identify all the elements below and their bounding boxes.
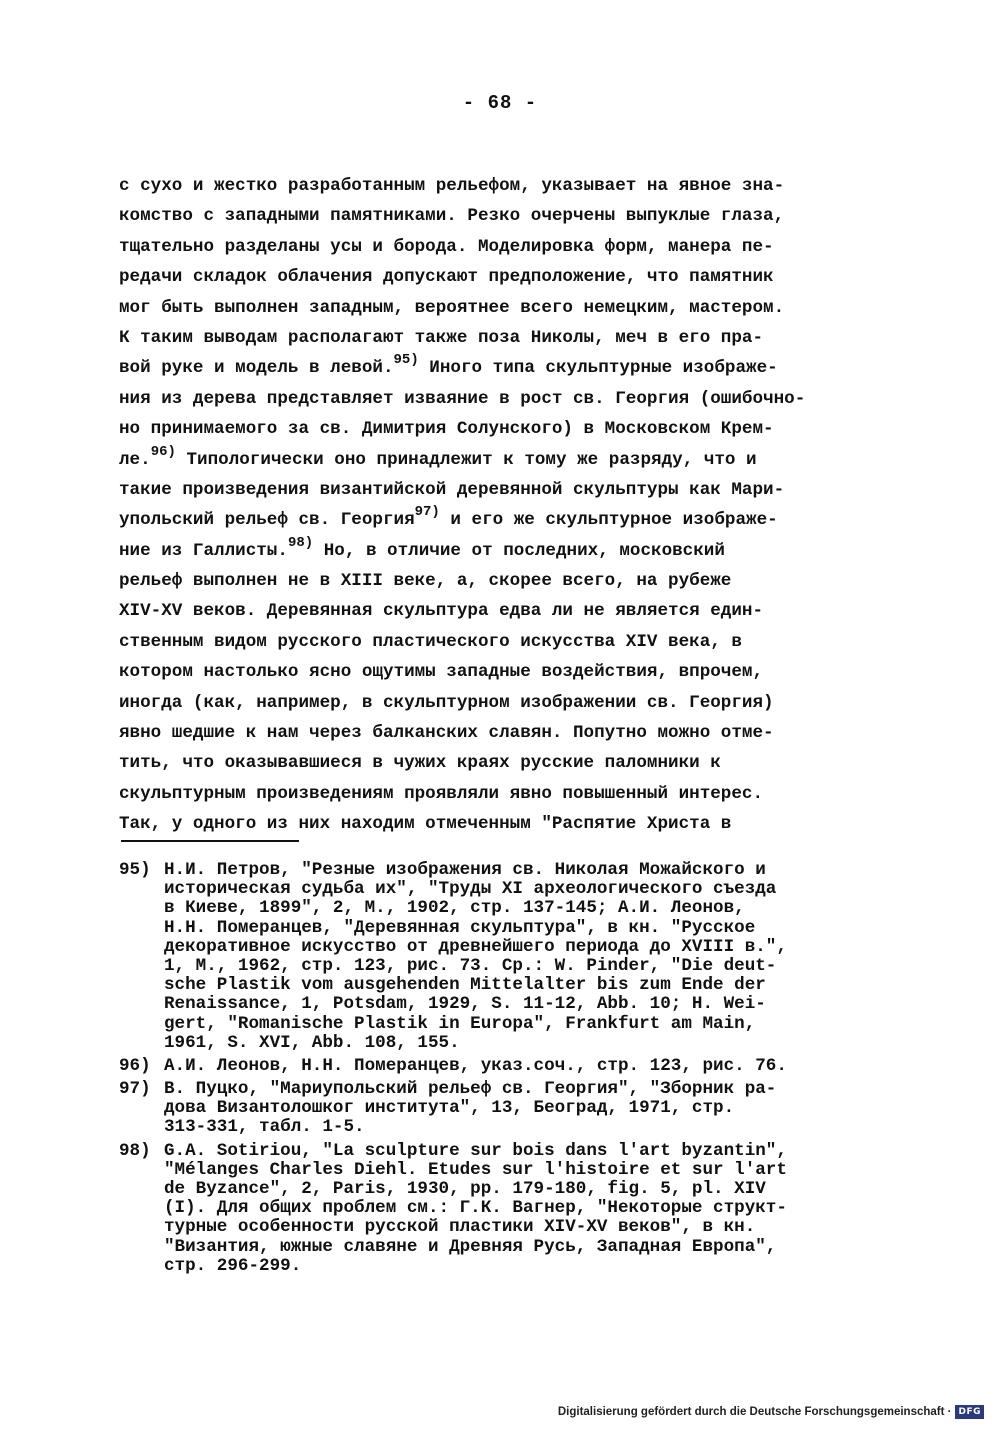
body-line: [119, 445, 859, 475]
body-line-text: скульптурным произведениям проявляли явно повышенный интерес.: [119, 783, 764, 804]
footnote: [119, 1142, 869, 1276]
digitization-credit: [558, 1405, 984, 1419]
footnote-reference: 97): [414, 504, 440, 521]
footnote-line: В. Пуцко, "Мариупольский рельеф св. Георгия", "Зборник ра-: [164, 1079, 777, 1100]
body-line-text: мог быть выполнен западным, вероятнее всего немецким, мастером.: [119, 297, 785, 318]
footnote-line: sche Plastik vom ausgehenden Mittelalter bis zum Ende der: [164, 975, 766, 996]
footnote-line: историческая судьба их", "Труды XI археологического съезда: [164, 879, 777, 900]
body-line-text: вой руке и модель в левой.: [119, 358, 394, 379]
footnote-text: [164, 1142, 869, 1276]
credit-text: Digitalisierung gefördert durch die Deutsche Forschungsgemeinschaft ·: [557, 1406, 952, 1418]
footnote-line: "Византия, южные славяне и Древняя Русь, Западная Европа",: [164, 1236, 777, 1257]
footnote-reference: 95): [393, 352, 419, 369]
footnote-text: [164, 861, 869, 1053]
body-line-text: такие произведения византийской деревянной скульптуры как Мари-: [119, 479, 785, 500]
footnote: [119, 1057, 869, 1076]
body-line-text: но принимаемого за св. Димитрия Солунского) в Московском Крем-: [119, 419, 774, 440]
body-line: [119, 323, 859, 353]
body-line-text: ние из Галлисты.: [119, 540, 288, 561]
body-line-text: ственным видом русского пластического искусства XIV века, в: [119, 631, 742, 652]
body-line-text: котором настолько ясно ощутимы западные воздействия, впрочем,: [119, 662, 764, 683]
footnote-line: Renaissance, 1, Potsdam, 1929, S. 11-12, Abb. 10; H. Wei-: [164, 994, 766, 1015]
body-line-text: с сухо и жестко разработанным рельефом, указывает на явное зна-: [119, 176, 785, 196]
body-line: [119, 779, 859, 809]
footnote-line: стр. 296-299.: [164, 1255, 302, 1276]
footnote-reference: 98): [287, 534, 314, 551]
body-line-text: упольский рельеф св. Георгия: [119, 510, 415, 531]
footnote-line: (I). Для общих проблем см.: Г.К. Вагнер, "Некоторые структ-: [164, 1198, 787, 1219]
body-line: [119, 232, 859, 262]
body-line: [119, 657, 859, 687]
page-number: - 68 -: [462, 92, 538, 114]
footnote-line: Н.И. Петров, "Резные изображения св. Николая Можайского и: [164, 860, 766, 880]
body-line: [119, 414, 859, 444]
body-line: [119, 505, 859, 535]
body-line: [119, 262, 859, 292]
footnote-line: 1961, S. XVI, Abb. 108, 155.: [164, 1032, 460, 1053]
body-line-text-continued: Иного типа скульптурные изображе-: [418, 358, 778, 379]
footnote-line: de Byzance", 2, Paris, 1930, pp. 179-180, fig. 5, pl. XIV: [164, 1179, 766, 1200]
footnote: [119, 861, 869, 1053]
footnote-line: 1, М., 1962, стр. 123, рис. 73. Ср.: W. Pinder, "Die deut-: [164, 955, 777, 976]
footnote-text: [164, 1080, 869, 1138]
body-line: [119, 353, 859, 383]
footnote-number: 98): [119, 1140, 151, 1161]
body-line: [119, 627, 859, 657]
body-line-text: ния из дерева представляет изваяние в рост св. Георгия (ошибочно-: [119, 388, 806, 409]
body-line: [119, 748, 859, 778]
footnote-line: декоративное искусство от древнейшего периода до XVIII в.",: [164, 936, 787, 957]
footnote-line: "Mélanges Charles Diehl. Etudes sur l'histoire et sur l'art: [164, 1159, 787, 1180]
footnote-number: 96): [119, 1055, 151, 1076]
body-line-text-continued: и его же скульптурное изображе-: [439, 510, 778, 531]
body-line-text: рельеф выполнен не в XIII веке, а, скорее всего, на рубеже: [119, 571, 732, 592]
body-line: [119, 566, 859, 596]
footnote-line: gert, "Romanische Plastik in Europa", Frankfurt am Main,: [164, 1013, 756, 1034]
body-line-text: ле.: [119, 449, 151, 470]
body-line-text: тщательно разделаны усы и борода. Моделировка форм, манера пе-: [119, 236, 774, 257]
footnote-line: G.A. Sotiriou, "La sculpture sur bois dans l'art byzantin",: [164, 1140, 787, 1161]
footnote-line: А.И. Леонов, Н.Н. Померанцев, указ.соч., стр. 123, рис. 76.: [164, 1055, 787, 1076]
body-line: [119, 688, 859, 718]
footnote-separator: [121, 840, 299, 842]
footnote-line: в Киеве, 1899", 2, М., 1902, стр. 137-145; А.И. Леонов,: [164, 898, 745, 919]
body-text: [119, 171, 859, 840]
body-line: [119, 536, 859, 566]
footnote-reference: 96): [150, 443, 176, 460]
body-line-text-continued: Но, в отличие от последних, московский: [313, 540, 725, 561]
footnote-number: 95): [119, 860, 151, 880]
footnote-line: Н.Н. Померанцев, "Деревянная скульптура", в кн. "Русское: [164, 917, 756, 938]
body-line-text: Так, у одного из них находим отмеченным "Распятие Христа в: [119, 814, 732, 835]
footnote-line: дова Византолошког института", 13, Београд, 1971, стр.: [164, 1098, 735, 1119]
footnote-line: 313-331, табл. 1-5.: [164, 1117, 365, 1138]
body-line: [119, 809, 859, 839]
body-line: [119, 384, 859, 414]
body-line-text: явно шедшие к нам через балканских славян. Попутно можно отме-: [119, 723, 774, 744]
footnotes: [119, 861, 869, 1276]
footnote-text: [164, 1057, 869, 1076]
body-line-text: редачи складок облачения допускают предположение, что памятник: [119, 267, 774, 288]
body-line: [119, 718, 859, 748]
body-line: [119, 596, 859, 626]
body-line: [119, 171, 859, 201]
body-line-text: К таким выводам располагают также поза Николы, меч в его пра-: [119, 327, 764, 348]
body-line: [119, 201, 859, 231]
body-line-text: комство с западными памятниками. Резко очерчены выпуклые глаза,: [119, 206, 785, 227]
footnote-number: 97): [119, 1079, 151, 1100]
footnote: [119, 1080, 869, 1138]
body-line-text-continued: Типологически оно принадлежит к тому же разряду, что и: [175, 449, 757, 470]
body-line-text: иногда (как, например, в скульптурном изображении св. Георгия): [119, 692, 774, 713]
dfg-logo: DFG: [955, 1405, 984, 1419]
body-line-text: XIV-XV веков. Деревянная скульптура едва ли не является един-: [119, 601, 764, 622]
body-line-text: тить, что оказывавшиеся в чужих краях русские паломники к: [119, 753, 721, 774]
body-line: [119, 475, 859, 505]
footnote-line: турные особенности русской пластики XIV-XV веков", в кн.: [164, 1217, 756, 1238]
body-line: [119, 293, 859, 323]
